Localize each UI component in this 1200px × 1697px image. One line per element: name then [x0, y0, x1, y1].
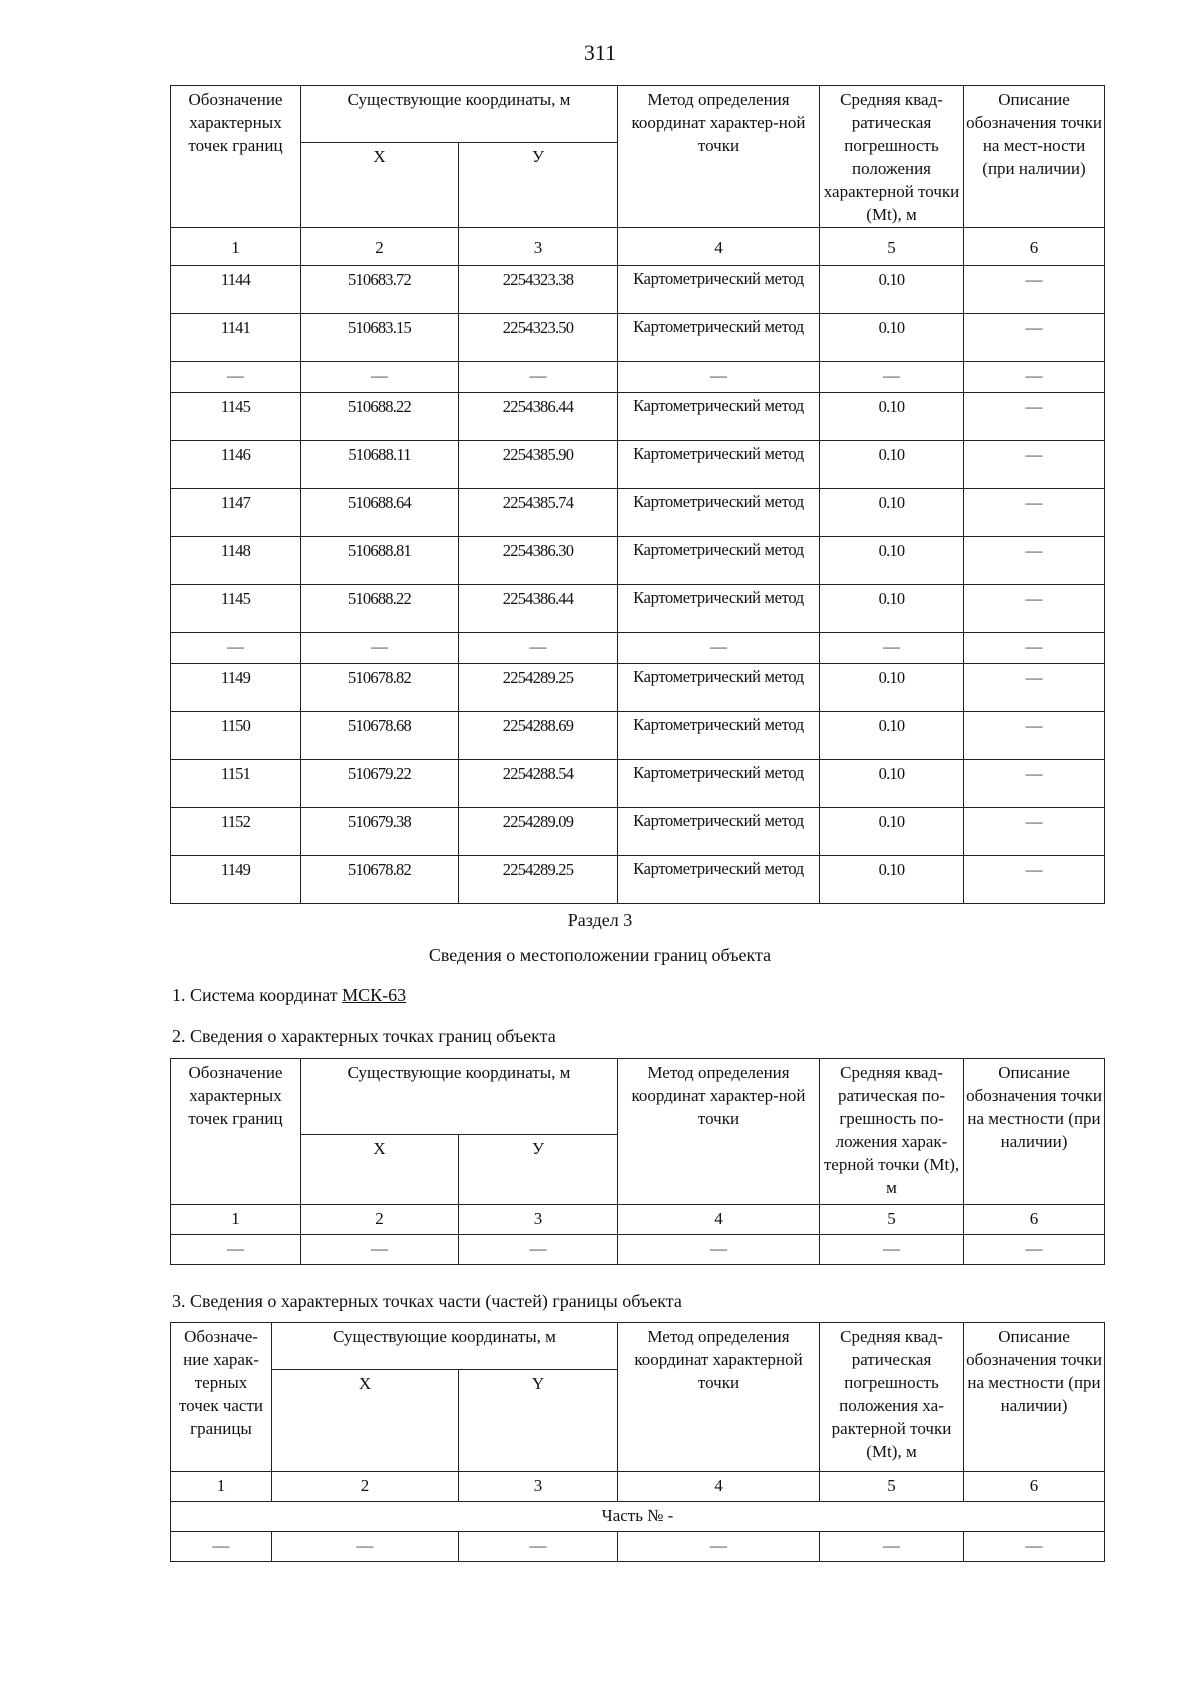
description-cell: —: [964, 441, 1105, 489]
description-cell: —: [964, 393, 1105, 441]
description-cell: —: [964, 362, 1105, 393]
col-number: 5: [820, 1472, 964, 1502]
col-number: 4: [618, 1205, 820, 1235]
point-id-cell: —: [171, 633, 301, 664]
header-method: Метод определения координат характер-ной точки: [618, 1059, 820, 1205]
section-subtitle: Сведения о местоположении границ объекта: [428, 945, 772, 965]
x-coord-cell: 510679.38: [301, 808, 459, 856]
header-existing-coords: Существующие координаты, м: [272, 1323, 618, 1370]
description-cell: —: [964, 856, 1105, 904]
cell: —: [820, 1235, 964, 1265]
x-coord-cell: 510688.22: [301, 393, 459, 441]
point-id-cell: 1149: [171, 664, 301, 712]
header-point-designation: Обозначе-ние харак-терных точек части границы: [171, 1323, 272, 1472]
point-id-cell: 1145: [171, 585, 301, 633]
separator-row: [171, 362, 1105, 393]
col-number: 2: [301, 228, 459, 266]
y-coord-cell: 2254289.25: [459, 664, 618, 712]
method-cell: Картометрический метод: [618, 489, 820, 537]
point-id-cell: 1150: [171, 712, 301, 760]
y-coord-cell: 2254386.44: [459, 393, 618, 441]
y-coord-cell: 2254323.38: [459, 266, 618, 314]
error-cell: 0.10: [820, 441, 964, 489]
cell: —: [301, 1235, 459, 1265]
col-number: 6: [964, 228, 1105, 266]
method-cell: —: [618, 362, 820, 393]
header-mean-error: Средняя квад-ратическая погрешность положения ха-рактерной точки (Mt), м: [820, 1323, 964, 1472]
coordinate-system-line: [172, 985, 406, 1006]
x-coord-cell: 510688.64: [301, 489, 459, 537]
method-cell: Картометрический метод: [618, 760, 820, 808]
table-row: [171, 441, 1105, 489]
x-coord-cell: 510688.11: [301, 441, 459, 489]
header-mean-error: Средняя квад-ратическая погрешность положения характерной точки (Mt), м: [820, 86, 964, 228]
error-cell: 0.10: [820, 266, 964, 314]
part-label-row: [171, 1502, 1105, 1532]
col-number: 6: [964, 1205, 1105, 1235]
header-y: У: [459, 1135, 618, 1205]
col-number: 3: [459, 1472, 618, 1502]
point-id-cell: 1149: [171, 856, 301, 904]
part-boundary-points-table: [170, 1322, 1105, 1562]
col-number: 3: [459, 228, 618, 266]
error-cell: —: [820, 633, 964, 664]
coordinate-system-value: МСК-63: [342, 985, 407, 1005]
point-id-cell: 1147: [171, 489, 301, 537]
point-id-cell: —: [171, 362, 301, 393]
error-cell: 0.10: [820, 537, 964, 585]
description-cell: —: [964, 664, 1105, 712]
x-coord-cell: 510683.15: [301, 314, 459, 362]
y-coord-cell: 2254288.54: [459, 760, 618, 808]
section-title: Раздел 3: [567, 910, 633, 930]
separator-row: [171, 633, 1105, 664]
method-cell: Картометрический метод: [618, 441, 820, 489]
col-number: 5: [820, 228, 964, 266]
table-row: [171, 1532, 1105, 1562]
error-cell: 0.10: [820, 808, 964, 856]
error-cell: 0.10: [820, 489, 964, 537]
header-x: X: [301, 143, 459, 228]
table-row: [171, 1235, 1105, 1265]
header-point-designation: Обозначение характерных точек границ: [171, 1059, 301, 1205]
col-number: 6: [964, 1472, 1105, 1502]
method-cell: —: [618, 633, 820, 664]
y-coord-cell: 2254323.50: [459, 314, 618, 362]
y-coord-cell: 2254288.69: [459, 712, 618, 760]
method-cell: Картометрический метод: [618, 856, 820, 904]
coordinate-system-label: 1. Система координат: [172, 985, 343, 1005]
header-y: Y: [459, 1370, 618, 1472]
method-cell: Картометрический метод: [618, 393, 820, 441]
table-row: [171, 808, 1105, 856]
table-row: [171, 266, 1105, 314]
header-x: X: [301, 1135, 459, 1205]
table-row: [171, 537, 1105, 585]
description-cell: —: [964, 489, 1105, 537]
error-cell: 0.10: [820, 664, 964, 712]
cell: —: [459, 1532, 618, 1562]
table-row: [171, 760, 1105, 808]
point-id-cell: 1148: [171, 537, 301, 585]
table-row: [171, 664, 1105, 712]
column-numbers-row: [171, 1472, 1105, 1502]
point-id-cell: 1151: [171, 760, 301, 808]
cell: —: [618, 1532, 820, 1562]
header-description: Описание обозначения точки на местности (при наличии): [964, 1059, 1105, 1205]
error-cell: 0.10: [820, 585, 964, 633]
table-row: [171, 314, 1105, 362]
header-x: X: [272, 1370, 459, 1472]
header-method: Метод определения координат характерной точки: [618, 1323, 820, 1472]
x-coord-cell: 510683.72: [301, 266, 459, 314]
x-coord-cell: 510678.82: [301, 856, 459, 904]
x-coord-cell: 510678.68: [301, 712, 459, 760]
boundary-points-table-2: [170, 1058, 1105, 1265]
y-coord-cell: 2254385.90: [459, 441, 618, 489]
table-row: [171, 585, 1105, 633]
header-method: Метод определения координат характер-ной точки: [618, 86, 820, 228]
col-number: 1: [171, 1472, 272, 1502]
point-id-cell: 1152: [171, 808, 301, 856]
method-cell: Картометрический метод: [618, 585, 820, 633]
y-coord-cell: 2254386.30: [459, 537, 618, 585]
cell: —: [171, 1235, 301, 1265]
point-id-cell: 1144: [171, 266, 301, 314]
description-cell: —: [964, 760, 1105, 808]
method-cell: Картометрический метод: [618, 266, 820, 314]
error-cell: 0.10: [820, 393, 964, 441]
col-number: 1: [171, 228, 301, 266]
point-id-cell: 1141: [171, 314, 301, 362]
table-row: [171, 856, 1105, 904]
col-number: 5: [820, 1205, 964, 1235]
col-number: 2: [301, 1205, 459, 1235]
col-number: 4: [618, 1472, 820, 1502]
description-cell: —: [964, 266, 1105, 314]
error-cell: 0.10: [820, 712, 964, 760]
item2-heading: 2. Сведения о характерных точках границ объекта: [172, 1026, 556, 1046]
col-number: 1: [171, 1205, 301, 1235]
cell: —: [618, 1235, 820, 1265]
boundary-points-table-1: [170, 85, 1105, 904]
y-coord-cell: —: [459, 362, 618, 393]
header-existing-coords: Существующие координаты, м: [301, 1059, 618, 1135]
cell: —: [964, 1235, 1105, 1265]
cell: —: [964, 1532, 1105, 1562]
col-number: 4: [618, 228, 820, 266]
description-cell: —: [964, 712, 1105, 760]
header-description: Описание обозначения точки на местности (при наличии): [964, 1323, 1105, 1472]
description-cell: —: [964, 314, 1105, 362]
description-cell: —: [964, 633, 1105, 664]
column-numbers-row: [171, 228, 1105, 266]
description-cell: —: [964, 537, 1105, 585]
y-coord-cell: 2254386.44: [459, 585, 618, 633]
page-number: 311: [583, 40, 617, 65]
description-cell: —: [964, 808, 1105, 856]
y-coord-cell: —: [459, 633, 618, 664]
method-cell: Картометрический метод: [618, 712, 820, 760]
error-cell: 0.10: [820, 314, 964, 362]
header-point-designation: Обозначение характерных точек границ: [171, 86, 301, 228]
error-cell: 0.10: [820, 760, 964, 808]
method-cell: Картометрический метод: [618, 664, 820, 712]
table-row: [171, 393, 1105, 441]
table-row: [171, 712, 1105, 760]
header-existing-coords: Существующие координаты, м: [301, 86, 618, 143]
part-label: Часть № -: [171, 1502, 1105, 1532]
method-cell: Картометрический метод: [618, 314, 820, 362]
header-description: Описание обозначения точки на мест-ности (при наличии): [964, 86, 1105, 228]
method-cell: Картометрический метод: [618, 537, 820, 585]
x-coord-cell: 510679.22: [301, 760, 459, 808]
x-coord-cell: —: [301, 362, 459, 393]
error-cell: —: [820, 362, 964, 393]
cell: —: [820, 1532, 964, 1562]
y-coord-cell: 2254289.09: [459, 808, 618, 856]
header-mean-error: Средняя квад-ратическая по-грешность по-ложения харак-терной точки (Mt), м: [820, 1059, 964, 1205]
error-cell: 0.10: [820, 856, 964, 904]
x-coord-cell: 510688.22: [301, 585, 459, 633]
y-coord-cell: 2254289.25: [459, 856, 618, 904]
table-row: [171, 489, 1105, 537]
cell: —: [459, 1235, 618, 1265]
y-coord-cell: 2254385.74: [459, 489, 618, 537]
point-id-cell: 1146: [171, 441, 301, 489]
col-number: 3: [459, 1205, 618, 1235]
x-coord-cell: 510688.81: [301, 537, 459, 585]
item3-heading: 3. Сведения о характерных точках части (частей) границы объекта: [172, 1291, 682, 1311]
column-numbers-row: [171, 1205, 1105, 1235]
col-number: 2: [272, 1472, 459, 1502]
description-cell: —: [964, 585, 1105, 633]
x-coord-cell: —: [301, 633, 459, 664]
cell: —: [272, 1532, 459, 1562]
x-coord-cell: 510678.82: [301, 664, 459, 712]
header-y: У: [459, 143, 618, 228]
method-cell: Картометрический метод: [618, 808, 820, 856]
point-id-cell: 1145: [171, 393, 301, 441]
cell: —: [171, 1532, 272, 1562]
